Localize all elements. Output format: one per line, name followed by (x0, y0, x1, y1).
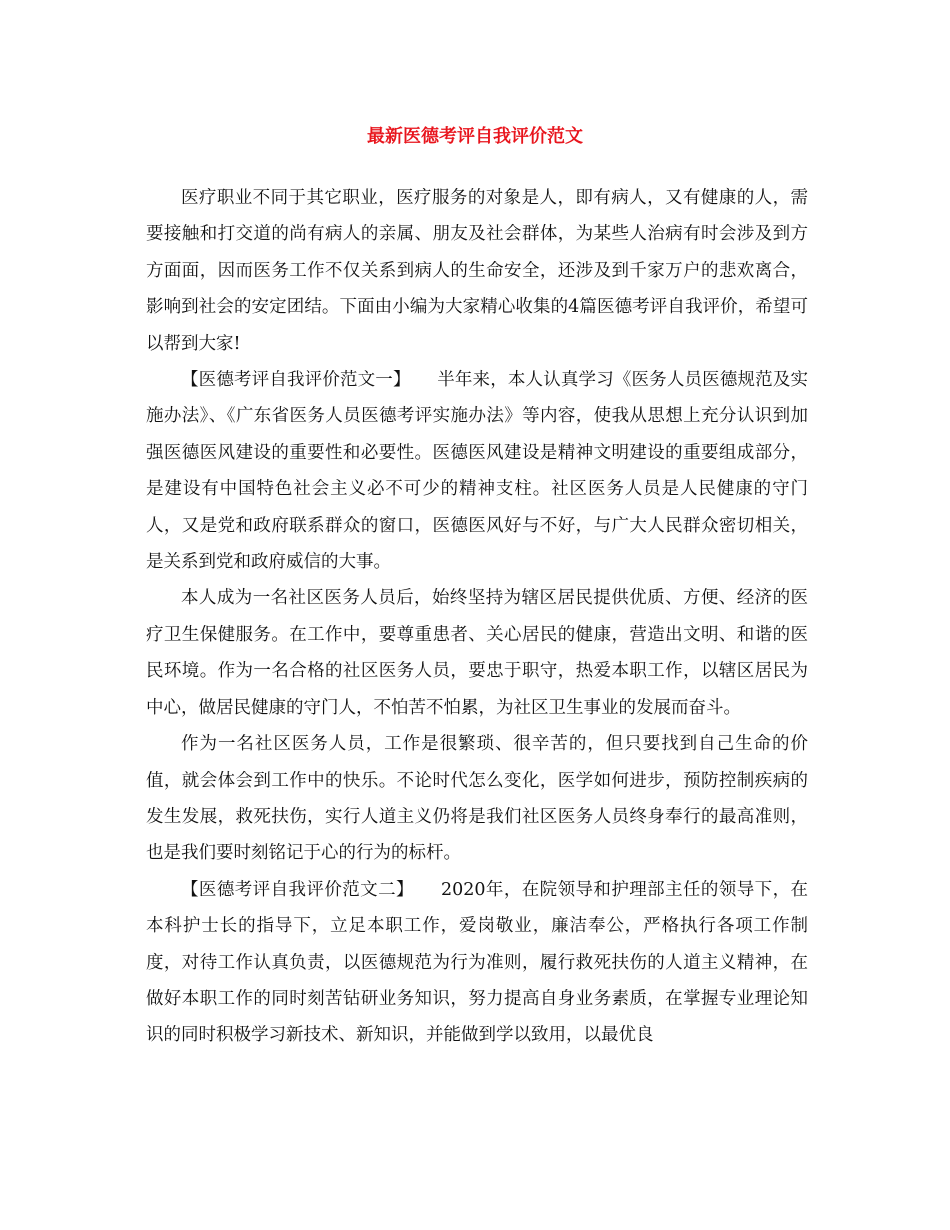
document-title: 最新医德考评自我评价范文 (367, 126, 583, 147)
paragraph-community-service: 本人成为一名社区医务人员后，始终坚持为辖区居民提供优质、方便、经济的医疗卫生保健服务。在工作中，要尊重患者、关心居民的健康，营造出文明、和谐的医民环境。作为一名合格的社区医务人员，要忠于职守，热爱本职工作，以辖区居民为中心，做居民健康的守门人，不怕苦不怕累，为社区卫生事业的发展而奋斗。 (146, 588, 808, 718)
paragraph-work-value: 作为一名社区医务人员，工作是很繁琐、很辛苦的，但只要找到自己生命的价值，就会体会到工作中的快乐。不论时代怎么变化，医学如何进步，预防控制疾病的发生发展，救死扶伤，实行人道主义仍将是我们社区医务人员终身奉行的最高准则，也是我们要时刻铭记于心的行为的标杆。 (146, 734, 808, 864)
paragraph-sample-one: 【医德考评自我评价范文一】 半年来，本人认真学习《医务人员医德规范及实施办法》、《广东省医务人员医德考评实施办法》等内容，使我从思想上充分认识到加强医德医风建设的重要性和必要性。医德医风建设是精神文明建设的重要组成部分，是建设有中国特色社会主义必不可少的精神支柱。社区医务人员是人民健康的守门人，又是党和政府联系群众的窗口，医德医风好与不好，与广大人民群众密切相关，是关系到党和政府威信的大事。 (146, 370, 808, 573)
paragraph-sample-two: 【医德考评自我评价范文二】 2020年，在院领导和护理部主任的领导下，在本科护士长的指导下，立足本职工作，爱岗敬业，廉洁奉公，严格执行各项工作制度，对待工作认真负责，以医德规范为行为准则，履行救死扶伤的人道主义精神，在做好本职工作的同时刻苦钻研业务知识，努力提高自身业务素质，在掌握专业理论知识的同时积极学习新技术、新知识，并能做到学以致用，以最优良 (146, 879, 808, 1046)
document-body (146, 180, 808, 1054)
paragraph-intro: 医疗职业不同于其它职业，医疗服务的对象是人，即有病人，又有健康的人，需要接触和打交道的尚有病人的亲属、朋友及社会群体，为某些人治病有时会涉及到方方面面，因而医务工作不仅关系到病人的生命安全，还涉及到千家万户的悲欢离合，影响到社会的安定团结。下面由小编为大家精心收集的4篇医德考评自我评价，希望可以帮到大家! (146, 188, 808, 354)
